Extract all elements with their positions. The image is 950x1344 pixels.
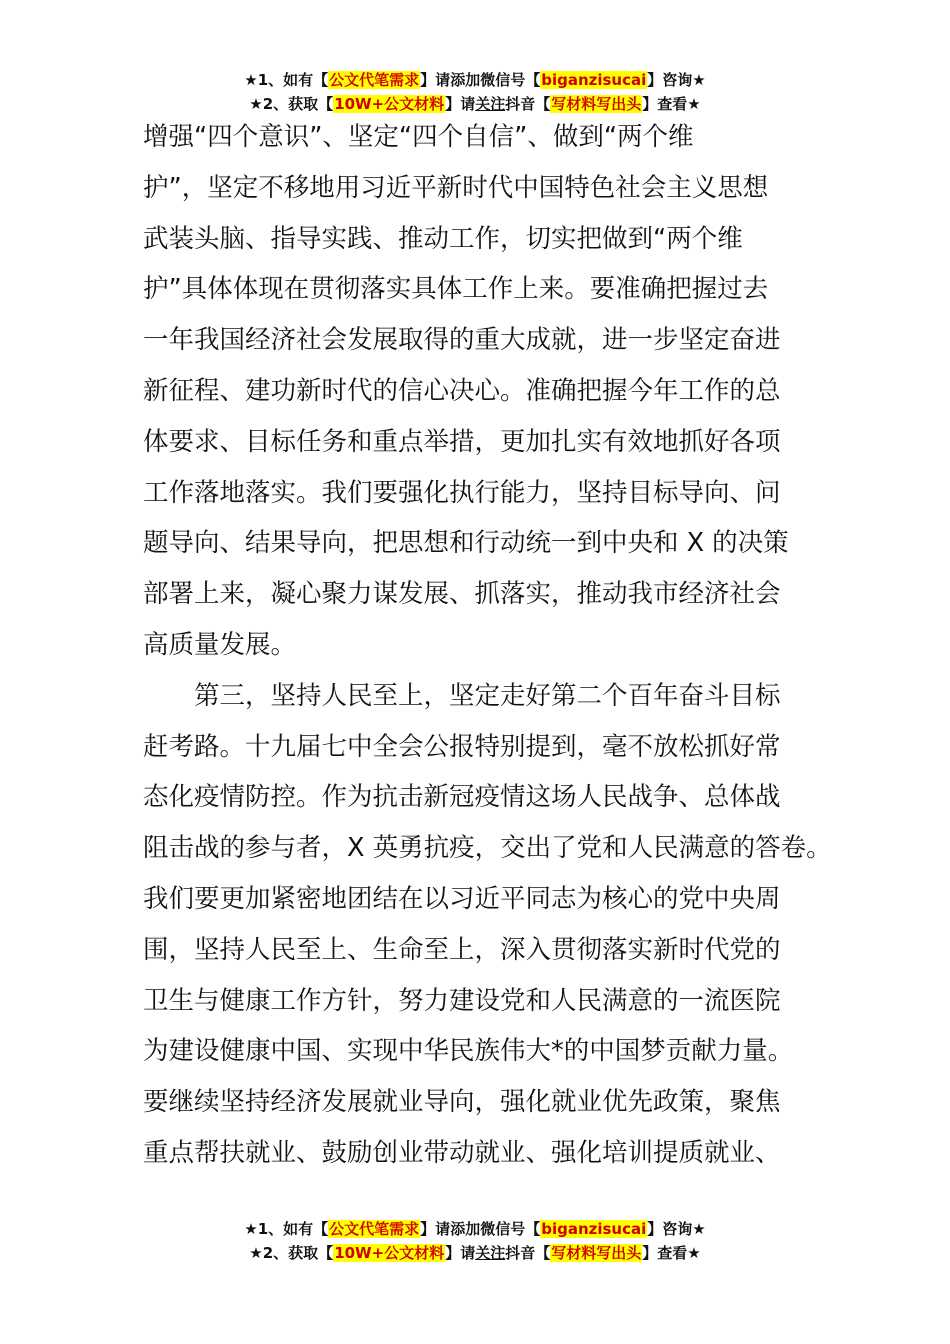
- text-line: 重点帮扶就业、鼓励创业带动就业、强化培训提质就业、: [143, 1137, 781, 1168]
- text-line: 护”，坚定不移地用习近平新时代中国特色社会主义思想: [143, 172, 769, 203]
- banner-highlight-wechat: biganzisucai: [541, 71, 647, 89]
- text-line: 护”具体体现在贯彻落实具体工作上来。要准确把握过去: [143, 274, 769, 305]
- banner-line-1: [0, 1217, 950, 1241]
- banner-line-1: [0, 68, 950, 92]
- header-banner: [0, 68, 950, 116]
- text-line: 武装头脑、指导实践、推动工作，切实把做到“两个维: [143, 223, 743, 254]
- text-line: 赶考路。十九届七中全会公报特别提到，毫不放松抓好常: [143, 731, 781, 762]
- banner-text: ★1、如有【: [244, 1220, 329, 1238]
- text-line: 卫生与健康工作方针，努力建设党和人民满意的一流医院: [143, 985, 781, 1016]
- banner-emphasis: 添加: [450, 71, 481, 89]
- banner-text: 】查看★: [642, 1244, 701, 1262]
- banner-highlight-wechat: biganzisucai: [541, 1220, 647, 1238]
- text-line: 我们要更加紧密地团结在以习近平同志为核心的党中央周: [143, 883, 781, 914]
- text-line: 部署上来，凝心聚力谋发展、抓落实，推动我市经济社会: [143, 579, 781, 610]
- text-line: 要继续坚持经济发展就业导向，强化就业优先政策，聚焦: [143, 1087, 781, 1118]
- paragraph-start-line: 第三，坚持人民至上，坚定走好第二个百年奋斗目标: [194, 680, 781, 711]
- banner-text: ★2、获取【: [249, 95, 334, 113]
- banner-highlight: 10W+公文材料: [334, 1244, 445, 1262]
- banner-text: 】请: [420, 1220, 451, 1238]
- banner-text: 】咨询★: [647, 1220, 706, 1238]
- text-line: 题导向、结果导向，把思想和行动统一到中央和 X 的决策: [143, 528, 789, 559]
- banner-highlight: 10W+公文材料: [334, 95, 445, 113]
- text-line: 高质量发展。: [143, 629, 297, 660]
- banner-text: 微信号【: [480, 71, 541, 89]
- text-line: 工作落地落实。我们要强化执行能力，坚持目标导向、问: [143, 477, 781, 508]
- banner-text: ★2、获取【: [249, 1244, 334, 1262]
- text-line: 体要求、目标任务和重点举措，更加扎实有效地抓好各项: [143, 426, 781, 457]
- text-line: 一年我国经济社会发展取得的重大成就，进一步坚定奋进: [143, 325, 781, 356]
- banner-text: 】请: [445, 95, 476, 113]
- banner-text: 微信号【: [480, 1220, 541, 1238]
- banner-highlight: 公文代笔需求: [329, 1220, 420, 1238]
- banner-text: 抖音【: [505, 95, 551, 113]
- banner-line-2: [0, 1241, 950, 1265]
- text-line: 围，坚持人民至上、生命至上，深入贯彻落实新时代党的: [143, 934, 781, 965]
- banner-highlight-douyin: 写材料写出头: [551, 1244, 642, 1262]
- footer-banner: [0, 1217, 950, 1265]
- text-line: 为建设健康中国、实现中华民族伟大*的中国梦贡献力量。: [143, 1036, 794, 1067]
- banner-text: 】咨询★: [647, 71, 706, 89]
- banner-text: 】请: [420, 71, 451, 89]
- text-line: 阻击战的参与者，X 英勇抗疫，交出了党和人民满意的答卷。: [143, 833, 832, 864]
- text-line: 增强“四个意识”、坚定“四个自信”、做到“两个维: [143, 122, 694, 152]
- banner-highlight-douyin: 写材料写出头: [551, 95, 642, 113]
- banner-text: 】请: [445, 1244, 476, 1262]
- banner-emphasis: 添加: [450, 1220, 481, 1238]
- banner-emphasis: 关注: [475, 95, 506, 113]
- banner-emphasis: 关注: [475, 1244, 506, 1262]
- banner-highlight: 公文代笔需求: [329, 71, 420, 89]
- banner-text: 】查看★: [642, 95, 701, 113]
- text-line: 新征程、建功新时代的信心决心。准确把握今年工作的总: [143, 375, 781, 406]
- banner-text: 抖音【: [505, 1244, 551, 1262]
- text-line: 态化疫情防控。作为抗击新冠疫情这场人民战争、总体战: [143, 782, 781, 813]
- document-body: [143, 112, 832, 1179]
- banner-text: ★1、如有【: [244, 71, 329, 89]
